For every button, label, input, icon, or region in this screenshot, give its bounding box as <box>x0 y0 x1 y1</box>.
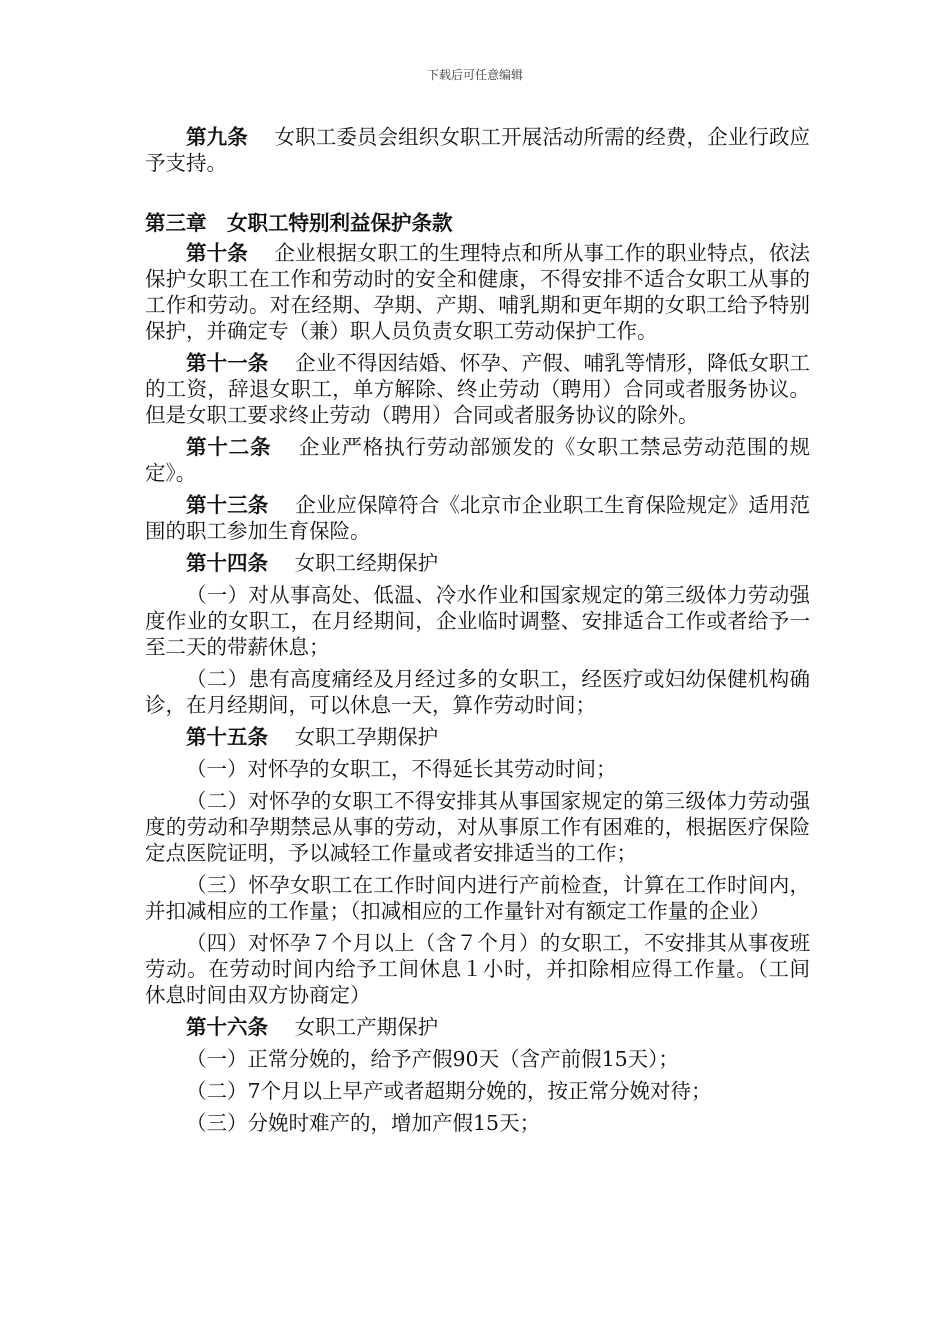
page-header: 下载后可任意编辑 <box>426 68 523 82</box>
article-text: 女职工委员会组织女职工开展活动所需的经费，企业行政应予支持。 <box>145 125 810 175</box>
list-item: （二）患有高度痛经及月经过多的女职工，经医疗或妇幼保健机构确诊，在月经期间，可以休息一天，算作劳动时间； <box>145 667 810 717</box>
list-item: （一）对从事高处、低温、冷水作业和国家规定的第三级体力劳动强度作业的女职工，在月经期间，企业临时调整、安排适合工作或者给予一至二天的带薪休息； <box>145 583 810 659</box>
article-label: 第十三条 <box>186 493 269 517</box>
article-label: 第九条 <box>186 125 248 149</box>
article-text: 企业严格执行劳动部颁发的《女职工禁忌劳动范围的规定》。 <box>145 435 811 485</box>
article-text: 女职工经期保护 <box>294 551 439 575</box>
article-11 <box>145 350 810 428</box>
list-item: （二）对怀孕的女职工不得安排其从事国家规定的第三级体力劳动强度的劳动和孕期禁忌从事的劳动，对从事原工作有困难的，根据医疗保险定点医院证明，予以减轻工作量或者安排适当的工作； <box>145 789 810 865</box>
document-body <box>145 124 810 1142</box>
article-14 <box>145 550 810 576</box>
article-text: 女职工产期保护 <box>294 1015 439 1039</box>
article-label: 第十四条 <box>186 551 268 575</box>
list-item: （一）正常分娩的，给予产假90天（含产前假15天）； <box>186 1047 679 1071</box>
list-item: （一）对怀孕的女职工，不得延长其劳动时间； <box>186 757 617 781</box>
article-text: 企业不得因结婚、怀孕、产假、哺乳等情形，降低女职工的工资，辞退女职工，单方解除、终止劳动（聘用）合同或者服务协议。但是女职工要求终止劳动（聘用）合同或者服务协议的除外。 <box>145 351 811 427</box>
article-label: 第十五条 <box>186 725 268 749</box>
list-item: （三）分娩时难产的，增加产假15天； <box>186 1111 541 1135</box>
list-item: （四）对怀孕７个月以上（含７个月）的女职工，不安排其从事夜班劳动。在劳动时间内给予工间休息１小时，并扣除相应得工作量。（工间休息时间由双方协商定） <box>145 931 810 1007</box>
list-item: （二）7个月以上早产或者超期分娩的，按正常分娩对待； <box>186 1079 712 1103</box>
article-text: 企业根据女职工的生理特点和所从事工作的职业特点，依法保护女职工在工作和劳动时的安全和健康，不得安排不适合女职工从事的工作和劳动。对在经期、孕期、产期、哺乳期和更年期的女职工给予特别保护，并确定专（兼）职人员负责女职工劳动保护工作。 <box>145 241 810 343</box>
article-label: 第十二条 <box>186 435 272 459</box>
article-label: 第十一条 <box>186 351 269 375</box>
article-13 <box>145 492 810 544</box>
chapter-heading: 第三章 女职工特别利益保护条款 <box>145 211 453 235</box>
article-label: 第十六条 <box>186 1015 268 1039</box>
article-9 <box>145 124 810 176</box>
article-10 <box>145 240 810 344</box>
article-text: 企业应保障符合《北京市企业职工生育保险规定》适用范围的职工参加生育保险。 <box>145 493 811 543</box>
article-16 <box>145 1014 810 1040</box>
article-15 <box>145 724 810 750</box>
article-12 <box>145 434 810 486</box>
article-text: 女职工孕期保护 <box>294 725 439 749</box>
list-item: （三）怀孕女职工在工作时间内进行产前检查，计算在工作时间内，并扣减相应的工作量；（扣减相应的工作量针对有额定工作量的企业） <box>145 873 810 923</box>
article-label: 第十条 <box>186 241 248 265</box>
